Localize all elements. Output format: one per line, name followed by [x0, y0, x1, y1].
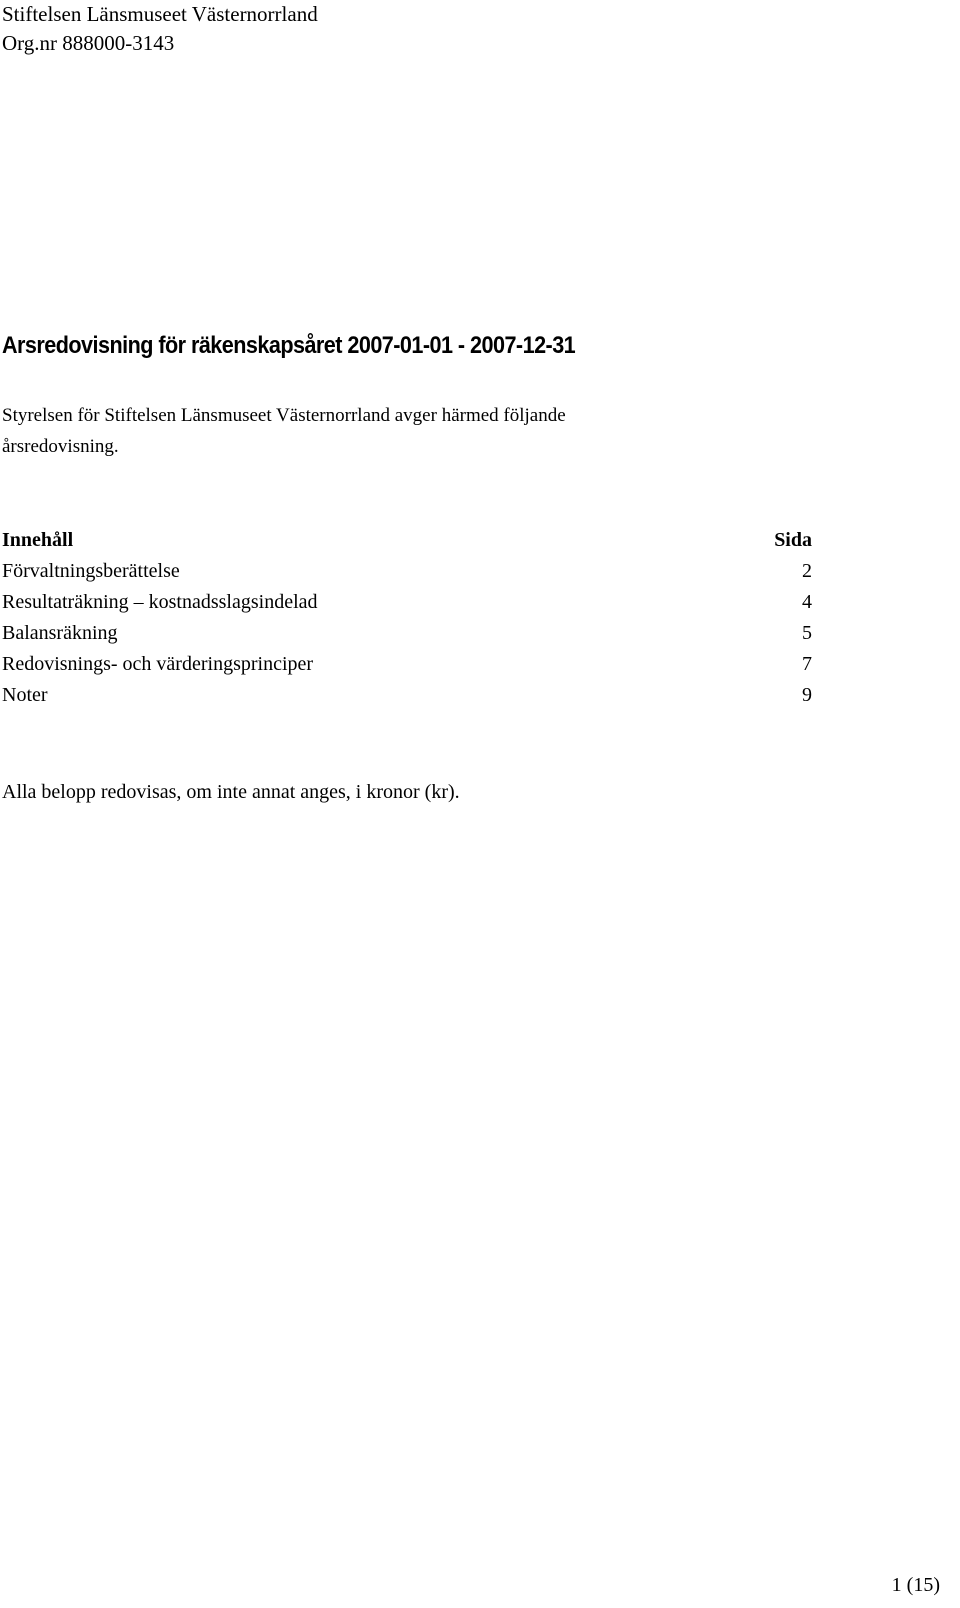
- toc-header-row: [2, 525, 812, 556]
- toc-row: [2, 587, 812, 618]
- toc-item-page: 5: [802, 622, 812, 644]
- intro-line-1: Styrelsen för Stiftelsen Länsmuseet Västernorrland avger härmed följande: [2, 405, 566, 426]
- toc-row: [2, 680, 812, 711]
- toc-item-label: Redovisnings- och värderingsprinciper: [2, 653, 314, 675]
- toc-heading-page: Sida: [774, 529, 812, 551]
- document-title: Arsredovisning för räkenskapsåret 2007-01-01 - 2007-12-31: [2, 332, 576, 359]
- toc-row: [2, 649, 812, 680]
- toc-item-page: 2: [802, 560, 812, 582]
- toc-row: [2, 556, 812, 587]
- organization-name: Stiftelsen Länsmuseet Västernorrland: [2, 2, 318, 26]
- toc-item-label: Noter: [2, 684, 48, 706]
- table-of-contents: [2, 525, 812, 711]
- currency-note: Alla belopp redovisas, om inte annat anges, i kronor (kr).: [2, 781, 460, 803]
- toc-item-label: Balansräkning: [2, 622, 118, 644]
- intro-paragraph: [2, 400, 722, 462]
- org-number: Org.nr 888000-3143: [2, 31, 175, 55]
- intro-line-2: årsredovisning.: [2, 436, 119, 457]
- toc-item-label: Resultaträkning – kostnadsslagsindelad: [2, 591, 318, 613]
- toc-item-page: 4: [802, 591, 812, 613]
- toc-row: [2, 618, 812, 649]
- page-header: [2, 0, 318, 58]
- toc-item-label: Förvaltningsberättelse: [2, 560, 180, 582]
- toc-heading-label: Innehåll: [2, 529, 74, 551]
- toc-item-page: 9: [802, 684, 812, 706]
- toc-item-page: 7: [802, 653, 812, 675]
- page-number: 1 (15): [891, 1574, 940, 1596]
